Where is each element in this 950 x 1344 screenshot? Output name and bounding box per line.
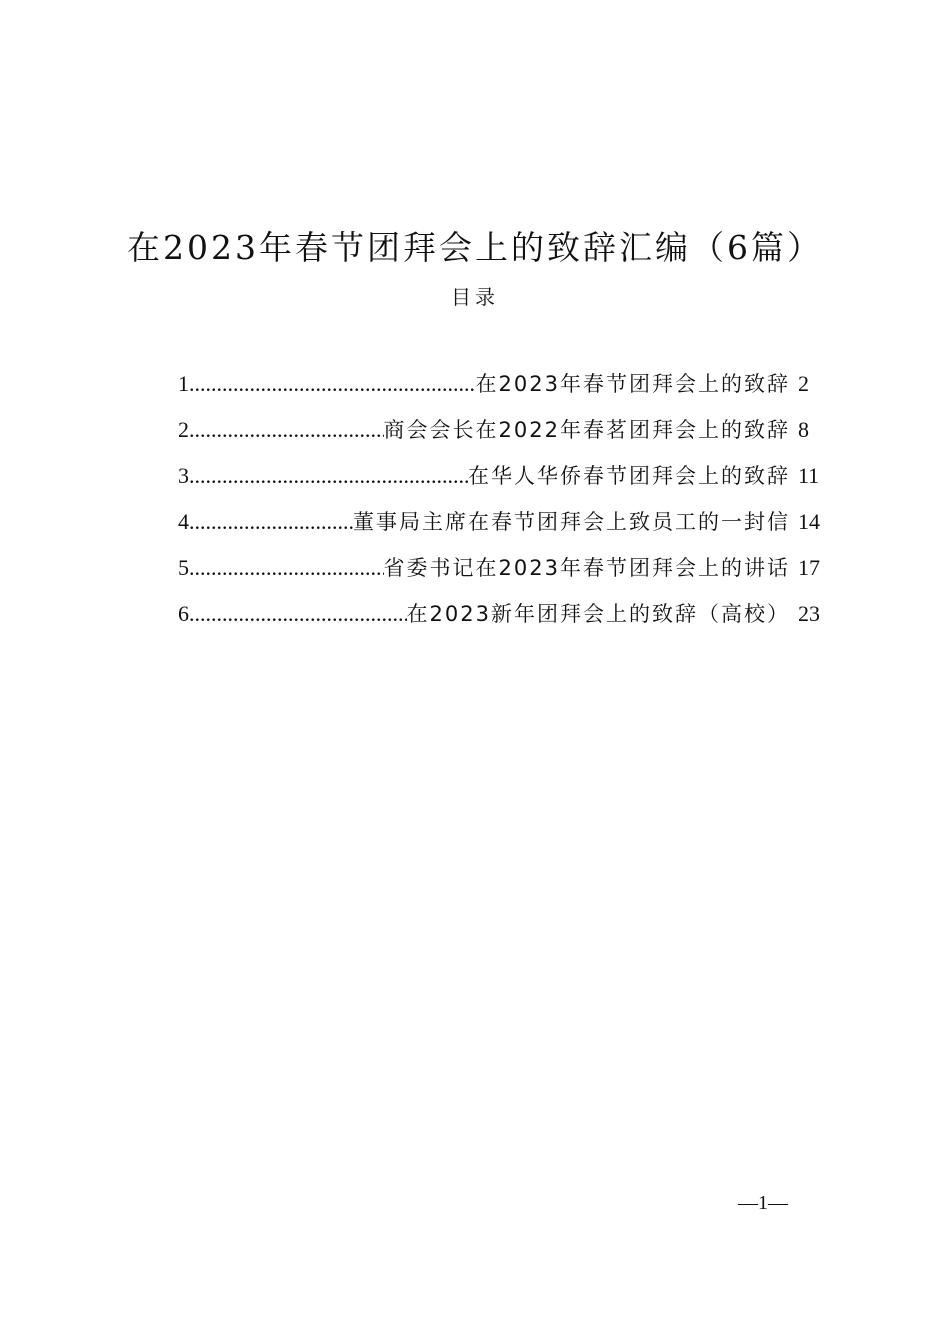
toc-entry-number: 2 [178,417,189,442]
document-title: 在2023年春节团拜会上的致辞汇编（6篇） [127,228,823,267]
toc-entry-number: 1 [178,371,189,396]
toc-entry[interactable] [178,552,824,598]
toc-entry-page: 14 [798,509,820,534]
toc-entry-title: 董事局主席在春节团拜会上致员工的一封信 [353,510,790,534]
toc-dot-leader [189,601,407,627]
page-number: —1— [738,1192,788,1214]
toc-entry-title: 在2023年春节团拜会上的致辞 [475,372,790,396]
toc-entry-number: 3 [178,463,189,488]
toc-entry[interactable] [178,598,824,644]
toc-entry-page: 11 [798,463,820,488]
toc-entry-page: 17 [798,555,820,580]
toc-entry[interactable] [178,414,824,460]
toc-entry-title: 商会会长在2022年春茗团拜会上的致辞 [383,418,790,442]
toc-entry-number: 5 [178,555,189,580]
toc-entry-title: 在2023新年团拜会上的致辞（高校） [406,602,790,626]
table-of-contents [178,368,824,644]
toc-entry[interactable] [178,506,824,552]
toc-entry[interactable] [178,368,824,414]
toc-dot-leader [189,509,353,535]
toc-heading: 目录 [451,285,499,309]
toc-entry[interactable] [178,460,824,506]
toc-dot-leader [189,463,468,489]
toc-entry-title: 在华人华侨春节团拜会上的致辞 [468,464,790,488]
toc-entry-number: 4 [178,509,189,534]
toc-entry-number: 6 [178,601,189,626]
toc-entry-page: 8 [798,417,809,442]
toc-dot-leader [189,417,384,443]
toc-entry-title: 省委书记在2023年春节团拜会上的讲话 [383,556,790,580]
toc-entry-page: 23 [798,601,820,626]
toc-dot-leader [189,555,384,581]
toc-dot-leader [189,371,476,397]
toc-entry-page: 2 [798,371,809,396]
